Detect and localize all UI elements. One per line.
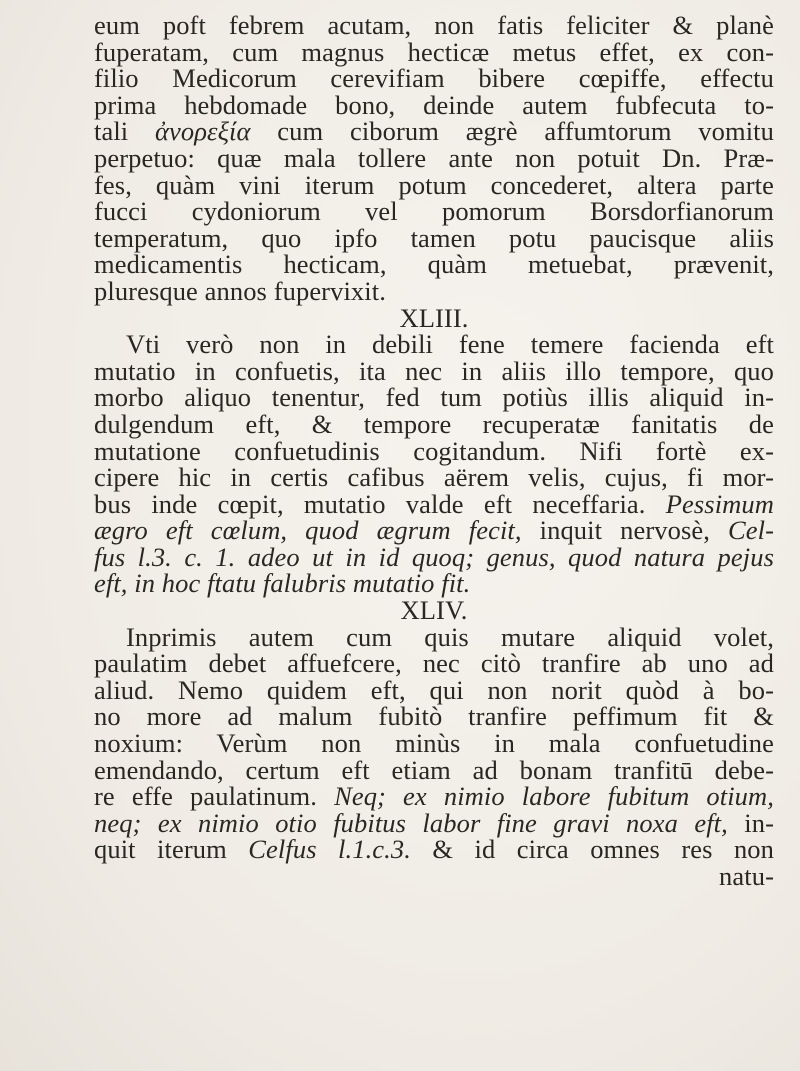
text-line-mixed <box>94 488 775 519</box>
text-line: fucci cydoniorum vel pomorum Borsdorfianorum <box>94 196 774 227</box>
text-line: eft, in hoc ftatu falubris mutatio fit. <box>94 568 471 599</box>
text-line: emendando, certum eft etiam ad bonam tranfitū debe- <box>94 754 774 785</box>
line-part: in- <box>744 807 775 838</box>
text-line: Vti verò non in debili fene temere facienda eft <box>126 329 774 360</box>
text-line: pluresque annos fupervixit. <box>94 275 386 306</box>
line-part: bus inde cœpit, mutatio valde eft neceffaria. <box>94 488 646 519</box>
line-part: inquit nervosè, <box>539 515 710 546</box>
text-line-greek <box>94 118 774 145</box>
quote-text: neq; ex nimio otio fubitus labor fine gravi noxa eft, <box>94 807 728 838</box>
catchword: natu- <box>719 861 774 891</box>
line-part: quit iterum <box>94 834 227 865</box>
line-part: re effe paulatinum. <box>94 781 317 812</box>
text-line: perpetuo: quæ mala tollere ante non potuit Dn. Præ- <box>94 142 774 173</box>
text-line: aliud. Nemo quidem eft, qui non norit quòd à bo- <box>94 674 774 705</box>
author-name: Cel- <box>727 515 775 546</box>
quote-text: ægro eft cœlum, quod ægrum fecit, <box>94 515 522 546</box>
text-line: fes, quàm vini iterum potum concederet, altera parte <box>94 169 774 200</box>
text-line: medicamentis hecticam, quàm metuebat, prævenit, <box>94 249 774 280</box>
line-part: & id circa omnes res non <box>432 834 774 865</box>
text-line: morbo aliquo tenentur, fed tum potiùs illis aliquid in- <box>94 382 774 413</box>
latin-text-block <box>94 12 774 890</box>
text-line: no more ad malum fubitò tranfire peffimum fit & <box>94 701 774 732</box>
section-heading: XLIV. <box>400 595 468 626</box>
text-line: filio Medicorum cerevifiam bibere cœpiffe, effectu <box>94 63 774 94</box>
quote-start: Pessimum <box>665 488 775 519</box>
text-line-mixed <box>94 807 775 838</box>
text-line: Inprimis autem cum quis mutare aliquid volet, <box>126 621 774 652</box>
greek-word: ἀνορεξία <box>155 116 251 147</box>
text-line: mutatione confuetudinis cogitandum. Nifi fortè ex- <box>94 435 774 466</box>
text-line: noxium: Verùm non minùs in mala confuetudine <box>94 728 774 759</box>
text-line: fus l.3. c. 1. adeo ut in id quoq; genus, quod natura pejus <box>94 541 774 572</box>
citation: Celfus l.1.c.3. <box>248 834 411 865</box>
line-prefix: tali <box>94 116 129 147</box>
text-line: temperatum, quo ipfo tamen potu paucisque aliis <box>94 222 774 253</box>
text-line-mixed <box>94 517 774 544</box>
text-line: paulatim debet affuefcere, nec citò tranfire ab uno ad <box>94 648 774 679</box>
text-line: dulgendum eft, & tempore recuperatæ fanitatis de <box>94 408 774 439</box>
quote-text: Neq; ex nimio labore fubitum otium, <box>334 781 774 812</box>
text-line-mixed <box>94 783 774 810</box>
text-line: fuperatam, cum magnus hecticæ metus effet, ex con- <box>94 36 774 67</box>
section-heading: XLIII. <box>399 302 469 333</box>
text-line: eum poft febrem acutam, non fatis feliciter & planè <box>94 10 774 40</box>
text-line-mixed <box>94 836 774 863</box>
text-line: prima hebdomade bono, deinde autem fubfecuta to- <box>94 89 774 120</box>
text-line: mutatio in confuetis, ita nec in aliis illo tempore, quo <box>94 355 774 386</box>
line-rest: cum ciborum ægrè affumtorum vomitu <box>277 116 774 147</box>
text-line: cipere hic in certis cafibus aërem velis, cujus, fi mor- <box>94 462 774 493</box>
